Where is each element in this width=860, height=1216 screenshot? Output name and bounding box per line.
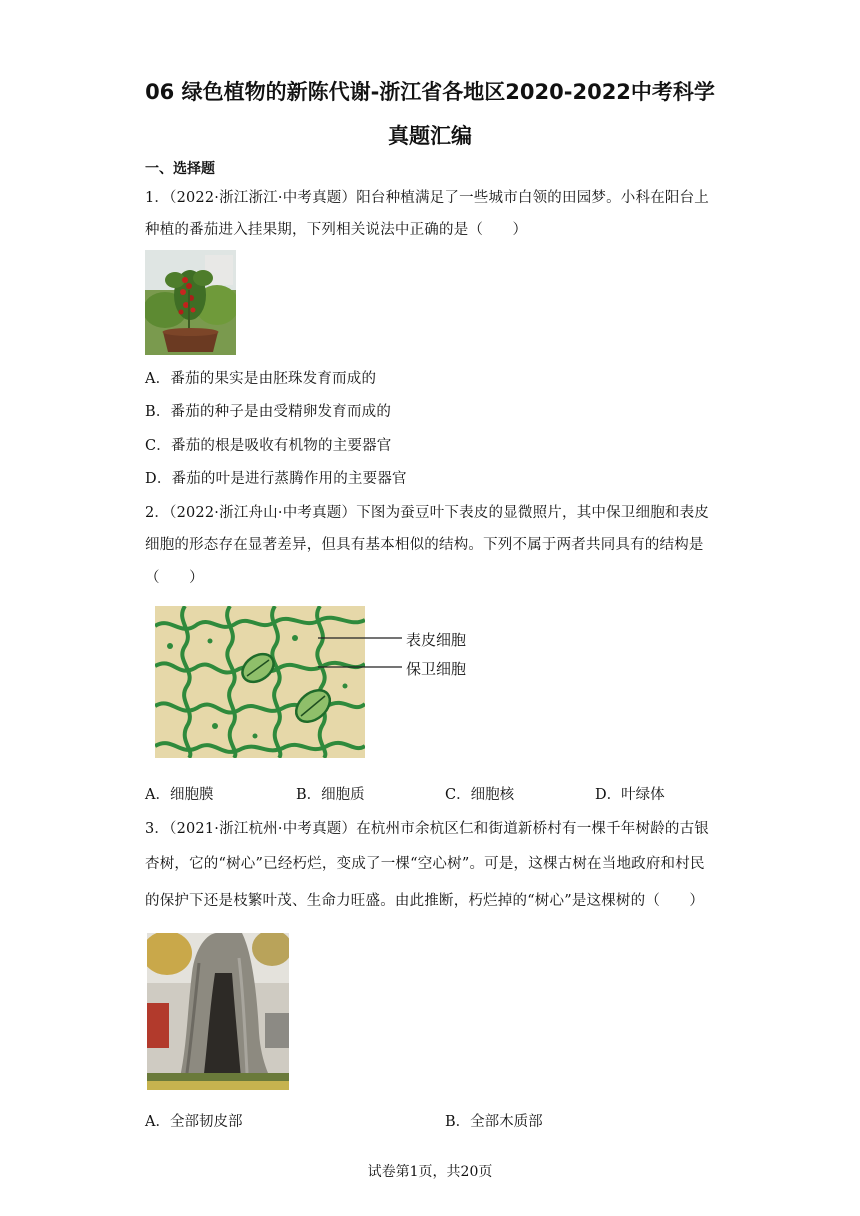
q3-stem-line-1: 3．（2021·浙江杭州·中考真题）在杭州市余杭区仁和街道新桥村有一棵千年树龄的古银 <box>145 821 709 837</box>
label-epidermal-cell: 表皮细胞 <box>406 631 467 649</box>
q2-option-c: C．细胞核 <box>445 787 515 803</box>
section-heading: 一、选择题 <box>145 161 215 177</box>
q3-option-a: A．全部韧皮部 <box>145 1114 243 1130</box>
q2-stem-line-1: 2．（2022·浙江舟山·中考真题）下图为蚕豆叶下表皮的显微照片，其中保卫细胞和表皮 <box>145 505 709 521</box>
q2-option-b: B．细胞质 <box>296 787 365 803</box>
q3-stem-line-3: 的保护下还是枝繁叶茂、生命力旺盛。由此推断，朽烂掉的“树心”是这棵树的（ ） <box>145 893 705 909</box>
q2-option-a: A．细胞膜 <box>145 787 214 803</box>
document-title-line-2: 真题汇编 <box>388 124 472 148</box>
q1-option-c: C．番茄的根是吸收有机物的主要器官 <box>145 438 392 454</box>
page-footer: 试卷第1页，共20页 <box>367 1164 493 1180</box>
q1-option-a: A．番茄的果实是由胚珠发育而成的 <box>145 371 377 387</box>
q1-stem-line-1: 1．（2022·浙江浙江·中考真题）阳台种植满足了一些城市白领的田园梦。小科在阳台上 <box>145 190 709 206</box>
q1-option-b: B．番茄的种子是由受精卵发育而成的 <box>145 404 392 420</box>
label-guard-cell: 保卫细胞 <box>406 660 467 678</box>
q2-option-d: D．叶绿体 <box>595 787 665 803</box>
q2-stem-line-2: 细胞的形态存在显著差异，但具有基本相似的结构。下列不属于两者共同具有的结构是 <box>145 537 704 553</box>
q1-stem-line-2: 种植的番茄进入挂果期，下列相关说法中正确的是（ ） <box>145 222 528 238</box>
q2-stem-line-3: （ ） <box>145 570 204 586</box>
q3-stem-line-2: 杏树，它的“树心”已经朽烂，变成了一棵“空心树”。可是，这棵古树在当地政府和村民 <box>145 856 705 872</box>
tomato-plant-photo <box>145 250 236 355</box>
hollow-ginkgo-tree-photo <box>147 933 289 1090</box>
document-title-line-1: 06 绿色植物的新陈代谢-浙江省各地区2020-2022中考科学 <box>145 80 715 104</box>
q3-option-b: B．全部木质部 <box>445 1114 543 1130</box>
q1-option-d: D．番茄的叶是进行蒸腾作用的主要器官 <box>145 471 407 487</box>
